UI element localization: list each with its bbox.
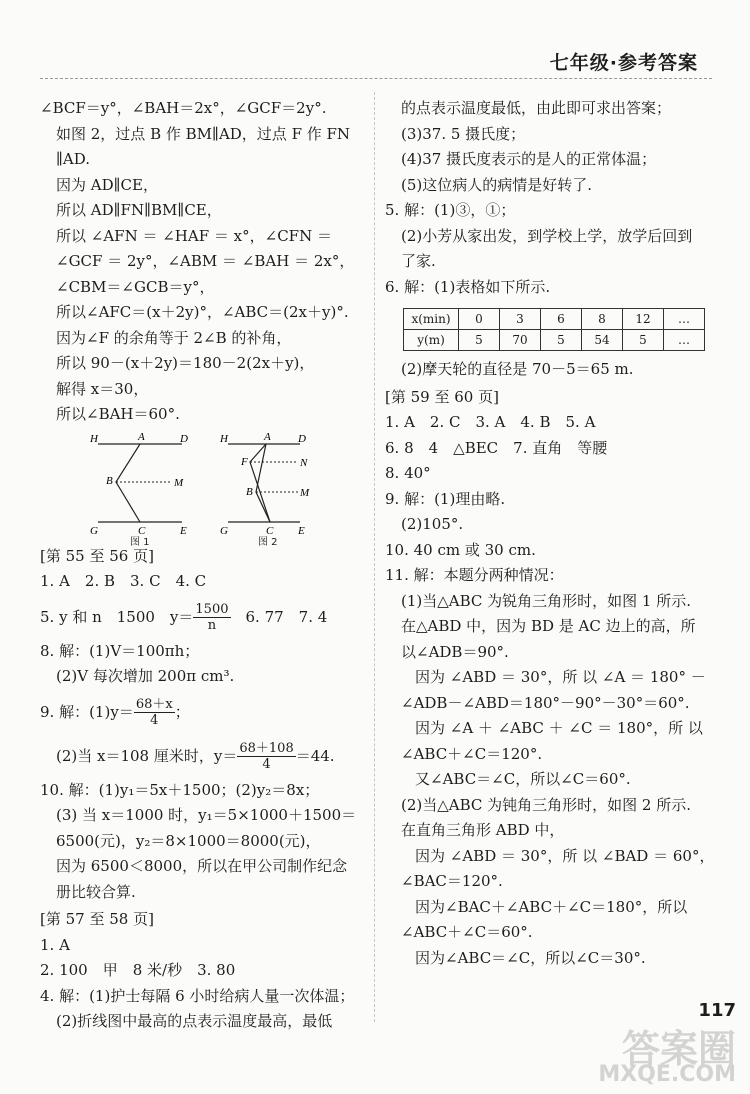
label-d: D <box>180 432 188 445</box>
header-divider <box>40 78 712 79</box>
figure-1-caption: 图 1 <box>130 536 150 548</box>
label-a: A <box>138 430 145 443</box>
right-column <box>385 96 715 971</box>
numerator: 1500 <box>195 602 229 617</box>
fraction <box>237 741 295 772</box>
text-line: ∥AD. <box>56 150 91 168</box>
answer-line <box>40 690 370 734</box>
table-cell: 5 <box>459 330 500 351</box>
text-line: 所以∠AFC＝(x＋2y)°，∠ABC＝(2x＋y)°. <box>56 303 349 321</box>
table-cell: 5 <box>541 330 582 351</box>
answer-line: 因为 ∠A ＋ ∠ABC ＋ ∠C ＝ 180°，所 以 <box>415 719 703 737</box>
answer-line: ∠BAC＝120°. <box>401 872 503 890</box>
label-h: H <box>220 432 228 445</box>
table-row <box>404 330 705 351</box>
answer-line: 5. 解：(1)③，①； <box>385 201 516 219</box>
answer-line: (2)V 每次增加 200π cm³. <box>56 667 235 685</box>
page-number: 117 <box>698 1000 736 1021</box>
answer-line: 8. 40° <box>385 464 431 482</box>
table-row <box>404 309 705 330</box>
label-g: G <box>220 524 228 537</box>
left-column <box>40 96 370 1035</box>
fraction <box>134 697 175 728</box>
answer-line: 因为∠BAC＋∠ABC＋∠C＝180°，所以 <box>415 897 688 916</box>
answer-text: ＝44. <box>295 746 335 765</box>
data-table <box>403 308 705 351</box>
text-line: ∠CBM＝∠GCB＝y°， <box>56 277 215 296</box>
table-cell: 6 <box>541 309 582 330</box>
denominator: n <box>207 618 217 633</box>
answer-line: (2)摩天轮的直径是 70－5＝65 m. <box>401 360 634 378</box>
table-cell: 8 <box>582 309 623 330</box>
watermark-logo <box>579 1018 744 1092</box>
answer-line: 的点表示温度最低，由此即可求出答案； <box>401 99 672 117</box>
answer-line: 4. 解：(1)护士每隔 6 小时给病人量一次体温； <box>40 986 355 1005</box>
figure-2-caption: 图 2 <box>258 536 278 548</box>
table-cell: … <box>664 309 705 330</box>
answer-line: (2)当△ABC 为钝角三角形时，如图 2 所示. <box>401 795 692 814</box>
text-line: ∠BCF＝y°，∠BAH＝2x°，∠GCF＝2y°. <box>40 99 327 117</box>
label-f: F <box>241 455 248 468</box>
answer-text: ； <box>174 702 190 721</box>
answer-line <box>40 595 370 639</box>
text-line: 因为∠F 的余角等于 2∠B 的补角， <box>56 328 292 347</box>
table-cell: 0 <box>459 309 500 330</box>
figure-1 <box>89 431 188 542</box>
label-h: H <box>90 432 98 445</box>
watermark-text: 答案圈 <box>621 1027 736 1071</box>
table-cell: y(m) <box>404 330 459 351</box>
table-cell: 3 <box>500 309 541 330</box>
section-title: [第 55 至 56 页] <box>40 546 154 565</box>
answer-line: 册比较合算. <box>56 882 136 901</box>
answer-line: 在△ABD 中，因为 BD 是 AC 边上的高，所 <box>401 617 696 635</box>
table-cell: … <box>664 330 705 351</box>
answer-line: 以∠ADB＝90°. <box>401 642 509 661</box>
text-line: 所以 AD∥FN∥BM∥CE， <box>56 201 222 219</box>
label-m: M <box>300 486 310 499</box>
answer-line: 6. 解：(1)表格如下所示. <box>385 277 551 296</box>
numerator: 68＋x <box>135 697 173 712</box>
answer-line: (5)这位病人的病情是好转了. <box>401 175 593 194</box>
answer-line: (4)37 摄氏度表示的是人的正常体温； <box>401 150 657 168</box>
answer-text: (2)当 x＝108 厘米时，y＝ <box>56 746 238 765</box>
answer-line: ∠ABC＋∠C＝60°. <box>401 923 533 941</box>
answer-line: 因为 ∠ABD ＝ 30°，所 以 ∠A ＝ 180° － <box>415 668 706 686</box>
answer-line: 在直角三角形 ABD 中， <box>401 821 565 839</box>
table-cell: 70 <box>500 330 541 351</box>
column-divider <box>374 92 375 1022</box>
answer-text: 6. 77 7. 4 <box>230 607 328 626</box>
section-title: [第 59 至 60 页] <box>385 387 499 406</box>
geometry-figures <box>40 430 370 548</box>
answer-line: 8. 解：(1)V＝100πh； <box>40 641 200 660</box>
text-line: 因为 AD∥CE， <box>56 175 158 194</box>
answer-line: (1)当△ABC 为锐角三角形时，如图 1 所示. <box>401 591 692 610</box>
answer-line: 因为 6500＜8000，所以在甲公司制作纪念 <box>56 857 348 875</box>
label-e: E <box>180 524 187 537</box>
denominator: 4 <box>262 757 271 772</box>
text-line: 所以 90－(x＋2y)＝180－2(2x＋y)， <box>56 354 315 372</box>
label-g: G <box>90 524 98 537</box>
answer-line: 2. 100 甲 8 米/秒 3. 80 <box>40 961 236 979</box>
answer-line: (2)105°. <box>401 515 464 533</box>
answer-line: 了家. <box>401 252 436 270</box>
answer-line: 9. 解：(1)理由略. <box>385 489 506 508</box>
answer-line <box>40 734 370 778</box>
label-b: B <box>246 485 253 498</box>
label-m: M <box>174 476 184 489</box>
answer-line: 因为∠ABC＝∠C，所以∠C＝30°. <box>415 948 646 967</box>
label-b: B <box>106 474 113 487</box>
answer-line: 1. A <box>40 935 70 954</box>
label-c: C <box>138 524 146 537</box>
answer-line: (2)小芳从家出发，到学校上学，放学后回到 <box>401 226 693 245</box>
answer-line: 11. 解：本题分两种情况： <box>385 566 564 584</box>
answer-text: 5. y 和 n 1500 y＝ <box>40 607 194 626</box>
text-line: 所以 ∠AFN ＝ ∠HAF ＝ x°，∠CFN ＝ <box>56 226 332 245</box>
watermark-url: MXQE.COM <box>598 1062 736 1087</box>
answer-line: 10. 解：(1)y₁＝5x＋1500；(2)y₂＝8x； <box>40 780 320 799</box>
label-d: D <box>298 432 306 445</box>
table-cell: 5 <box>623 330 664 351</box>
answer-line: 因为 ∠ABD ＝ 30°，所 以 ∠BAD ＝ 60°， <box>415 846 715 865</box>
numerator: 68＋108 <box>239 741 294 756</box>
answer-line: (3)37. 5 摄氏度； <box>401 124 526 143</box>
answer-line: (3) 当 x＝1000 时，y₁＝5×1000＋1500＝ <box>56 806 357 824</box>
denominator: 4 <box>150 713 159 728</box>
text-line: 如图 2，过点 B 作 BM∥AD，过点 F 作 FN <box>56 124 351 143</box>
label-a: A <box>264 430 271 443</box>
answer-line: ∠ADB－∠ABD＝180°－90°－30°＝60°. <box>401 693 690 712</box>
answer-line: 6. 8 4 △BEC 7. 直角 等腰 <box>385 438 608 457</box>
figure-2 <box>219 431 310 537</box>
answer-line: ∠ABC＋∠C＝120°. <box>401 744 543 763</box>
answer-line: 10. 40 cm 或 30 cm. <box>385 540 536 559</box>
answer-line: (2)折线图中最高的点表示温度最高，最低 <box>56 1012 333 1030</box>
table-cell: 54 <box>582 330 623 351</box>
answer-line: 又∠ABC＝∠C，所以∠C＝60°. <box>415 770 631 788</box>
section-title: [第 57 至 58 页] <box>40 910 154 928</box>
table-cell: x(min) <box>404 309 459 330</box>
fraction <box>193 602 230 633</box>
table-cell: 12 <box>623 309 664 330</box>
label-n: N <box>300 456 308 469</box>
text-line: ∠GCF ＝ 2y°，∠ABM ＝ ∠BAH ＝ 2x°， <box>56 252 355 270</box>
text-line: 所以∠BAH＝60°. <box>56 405 180 423</box>
answer-line: 1. A 2. C 3. A 4. B 5. A <box>385 413 596 431</box>
text-line: 解得 x＝30， <box>56 379 149 398</box>
page-header-title: 七年级·参考答案 <box>549 52 698 74</box>
answer-line: 1. A 2. B 3. C 4. C <box>40 572 207 590</box>
label-e: E <box>298 524 305 537</box>
answer-line: 6500(元)，y₂＝8×1000＝8000(元)， <box>56 831 321 850</box>
label-c: C <box>266 524 274 537</box>
answer-text: 9. 解：(1)y＝ <box>40 702 134 721</box>
